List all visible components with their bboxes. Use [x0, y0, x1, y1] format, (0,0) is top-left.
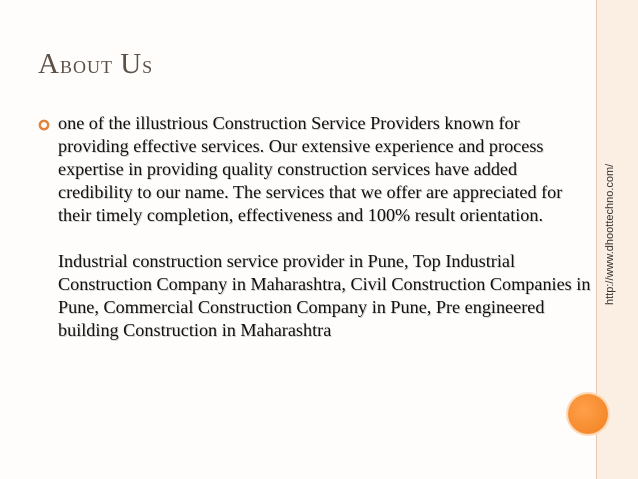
slide-title: About Us [38, 48, 154, 80]
paragraph-about: one of the illustrious Construction Service Providers known for providing effective services. Our extensive experience and process expertise in providing quality construction services have added credibility to our name. The services that we offer are appreciated for their timely completion, effectiveness and 100% result orientation. [58, 113, 563, 225]
paragraph-services: Industrial construction service provider in Pune, Top Industrial Construction Company in Maharashtra, Civil Construction Companies in Pune, Commercial Construction Company in Pune, Pre engineered building Construction in Maharashtra [58, 251, 591, 340]
circle-bullet-icon [38, 119, 50, 131]
side-url-link[interactable]: http://www.dhoottechno.com/ [604, 163, 616, 305]
orange-circle-decoration [568, 394, 608, 434]
body-text [58, 112, 593, 342]
